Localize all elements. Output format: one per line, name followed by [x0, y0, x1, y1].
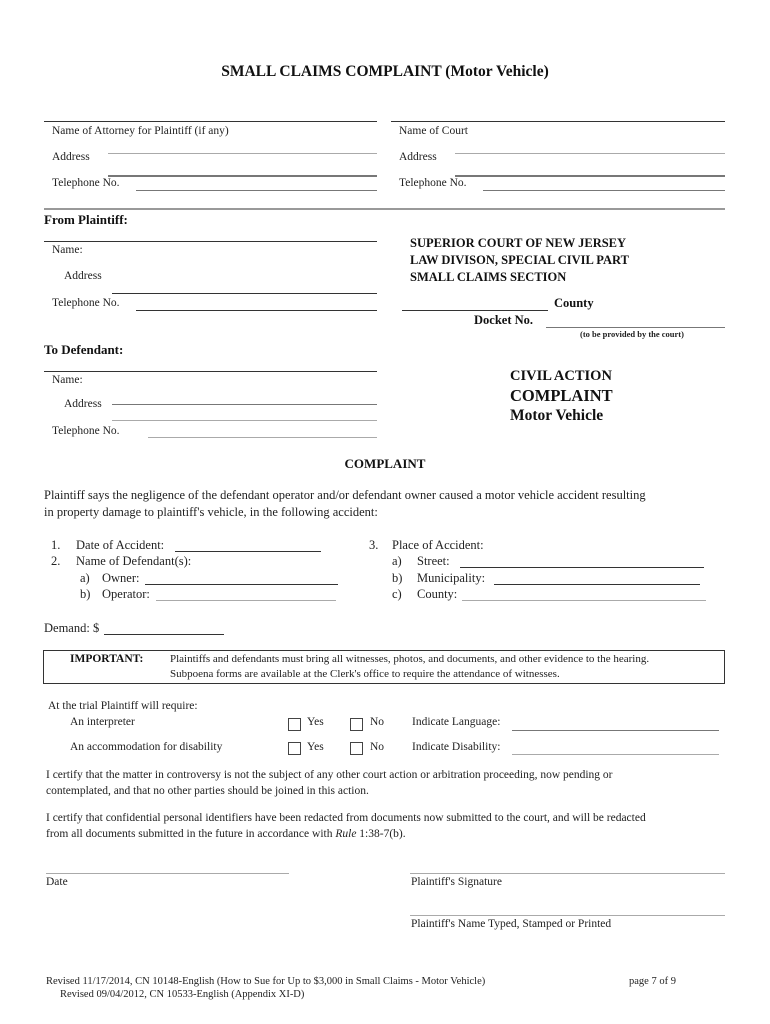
attorney-address-label: Address	[52, 151, 90, 163]
disability-yes-label: Yes	[307, 741, 324, 753]
street-label: Street:	[417, 554, 450, 568]
owner-label: Owner:	[102, 571, 140, 585]
court-info-line1: SUPERIOR COURT OF NEW JERSEY	[410, 236, 627, 250]
court-top-rule	[391, 121, 725, 122]
important-label: IMPORTANT:	[70, 653, 144, 665]
court-telephone-field[interactable]	[483, 190, 725, 191]
interpreter-label: An interpreter	[70, 716, 135, 728]
certification-1-line2: contemplated, and that no other parties should be joined in this action.	[46, 785, 369, 797]
county-letter: c)	[392, 587, 402, 601]
certification-2-pre: from all documents submitted in the future in accordance with	[46, 828, 336, 840]
item-1-number: 1.	[51, 538, 61, 552]
disability-yes-checkbox[interactable]	[288, 742, 301, 755]
plaintiff-address-field[interactable]	[112, 293, 377, 294]
printed-name-field[interactable]	[410, 915, 725, 916]
certification-2-post: 1:38-7(b).	[356, 828, 406, 840]
defendant-address-field[interactable]	[112, 404, 377, 405]
signature-label: Plaintiff's Signature	[411, 876, 502, 888]
indicate-disability-label: Indicate Disability:	[412, 741, 501, 753]
plaintiff-name-field[interactable]	[44, 241, 377, 242]
municipality-letter: b)	[392, 571, 403, 585]
item-2-number: 2.	[51, 554, 61, 568]
county-label: County	[554, 296, 594, 310]
demand-label: Demand: $	[44, 621, 100, 635]
interpreter-yes-checkbox[interactable]	[288, 718, 301, 731]
court-address-field-2[interactable]	[455, 175, 725, 177]
court-info-line3: SMALL CLAIMS SECTION	[410, 270, 567, 284]
defendant-telephone-field[interactable]	[148, 437, 377, 438]
date-label: Date	[46, 876, 68, 888]
important-line2: Subpoena forms are available at the Clerk's office to require the attendance of witnesses.	[170, 668, 560, 680]
plaintiff-telephone-label: Telephone No.	[52, 297, 120, 309]
accident-county-label: County:	[417, 587, 458, 601]
case-type-line3: Motor Vehicle	[510, 407, 604, 424]
signature-field[interactable]	[410, 873, 725, 874]
plaintiff-address-label: Address	[64, 270, 102, 282]
plaintiff-telephone-field[interactable]	[136, 310, 377, 311]
form-title: SMALL CLAIMS COMPLAINT (Motor Vehicle)	[221, 63, 549, 80]
municipality-label: Municipality:	[417, 571, 486, 585]
interpreter-yes-label: Yes	[307, 716, 324, 728]
section-divider	[44, 208, 725, 210]
case-type-line1: CIVIL ACTION	[510, 368, 612, 384]
defendant-address-field-2[interactable]	[112, 420, 377, 421]
docket-label: Docket No.	[474, 313, 534, 327]
interpreter-no-label: No	[370, 716, 385, 728]
defendant-telephone-label: Telephone No.	[52, 425, 120, 437]
docket-field[interactable]	[546, 327, 725, 328]
complaint-heading: COMPLAINT	[344, 456, 426, 471]
date-of-accident-label: Date of Accident:	[76, 538, 165, 552]
defendant-name-label: Name:	[52, 374, 83, 386]
interpreter-no-checkbox[interactable]	[350, 718, 363, 731]
plaintiff-name-label: Name:	[52, 244, 83, 256]
certification-1-line1: I certify that the matter in controversy is not the subject of any other court action or arbitration proceeding, now pending or	[46, 769, 613, 781]
item-3-number: 3.	[369, 538, 379, 552]
plaintiff-heading: From Plaintiff:	[44, 212, 128, 227]
complaint-intro-line2: in property damage to plaintiff's vehicle, in the following accident:	[44, 505, 378, 519]
defendant-name-field[interactable]	[44, 371, 377, 372]
important-line1: Plaintiffs and defendants must bring all witnesses, photos, and documents, and other evidence to the hearing.	[170, 653, 650, 665]
court-telephone-label: Telephone No.	[399, 177, 467, 189]
operator-letter: b)	[80, 587, 91, 601]
court-name-label: Name of Court	[399, 125, 468, 137]
defendant-heading: To Defendant:	[44, 342, 124, 357]
certification-2-line2	[46, 828, 406, 840]
indicate-language-label: Indicate Language:	[412, 716, 501, 728]
place-of-accident-label: Place of Accident:	[392, 538, 484, 552]
demand-field[interactable]	[104, 634, 224, 635]
disability-no-checkbox[interactable]	[350, 742, 363, 755]
disability-no-label: No	[370, 741, 385, 753]
printed-name-label: Plaintiff's Name Typed, Stamped or Printed	[411, 918, 612, 930]
rule-reference: Rule	[335, 828, 357, 840]
owner-letter: a)	[80, 571, 90, 585]
attorney-telephone-field[interactable]	[136, 190, 377, 191]
case-type-line2: COMPLAINT	[510, 386, 613, 405]
attorney-telephone-label: Telephone No.	[52, 177, 120, 189]
street-field[interactable]	[460, 567, 704, 568]
accident-county-field[interactable]	[462, 600, 706, 601]
date-of-accident-field[interactable]	[175, 551, 321, 552]
footer-line2: Revised 09/04/2012, CN 10533-English (Appendix XI-D)	[60, 989, 305, 1000]
court-address-field[interactable]	[455, 153, 725, 154]
attorney-top-rule	[44, 121, 377, 122]
date-field[interactable]	[46, 873, 289, 874]
indicate-disability-field[interactable]	[512, 754, 719, 755]
defendants-label: Name of Defendant(s):	[76, 554, 192, 568]
attorney-name-label: Name of Attorney for Plaintiff (if any)	[52, 125, 229, 137]
docket-note: (to be provided by the court)	[580, 329, 684, 339]
county-field[interactable]	[402, 310, 548, 311]
owner-field[interactable]	[145, 584, 338, 585]
municipality-field[interactable]	[494, 584, 700, 585]
attorney-address-field-2[interactable]	[108, 175, 377, 177]
court-info-line2: LAW DIVISON, SPECIAL CIVIL PART	[410, 253, 629, 267]
page-number: page 7 of 9	[629, 976, 676, 987]
street-letter: a)	[392, 554, 402, 568]
indicate-language-field[interactable]	[512, 730, 719, 731]
operator-label: Operator:	[102, 587, 150, 601]
defendant-address-label: Address	[64, 398, 102, 410]
certification-2-line1: I certify that confidential personal identifiers have been redacted from documents now submitted to the court, and will be redacted	[46, 812, 646, 824]
disability-label: An accommodation for disability	[70, 741, 223, 753]
complaint-intro-line1: Plaintiff says the negligence of the defendant operator and/or defendant owner caused a motor vehicle accident resulting	[44, 488, 646, 502]
footer-line1: Revised 11/17/2014, CN 10148-English (How to Sue for Up to $3,000 in Small Claims - Motor Vehicle)	[46, 976, 486, 987]
trial-heading: At the trial Plaintiff will require:	[48, 700, 198, 712]
court-address-label: Address	[399, 151, 437, 163]
operator-field[interactable]	[156, 600, 336, 601]
attorney-address-field[interactable]	[108, 153, 377, 154]
